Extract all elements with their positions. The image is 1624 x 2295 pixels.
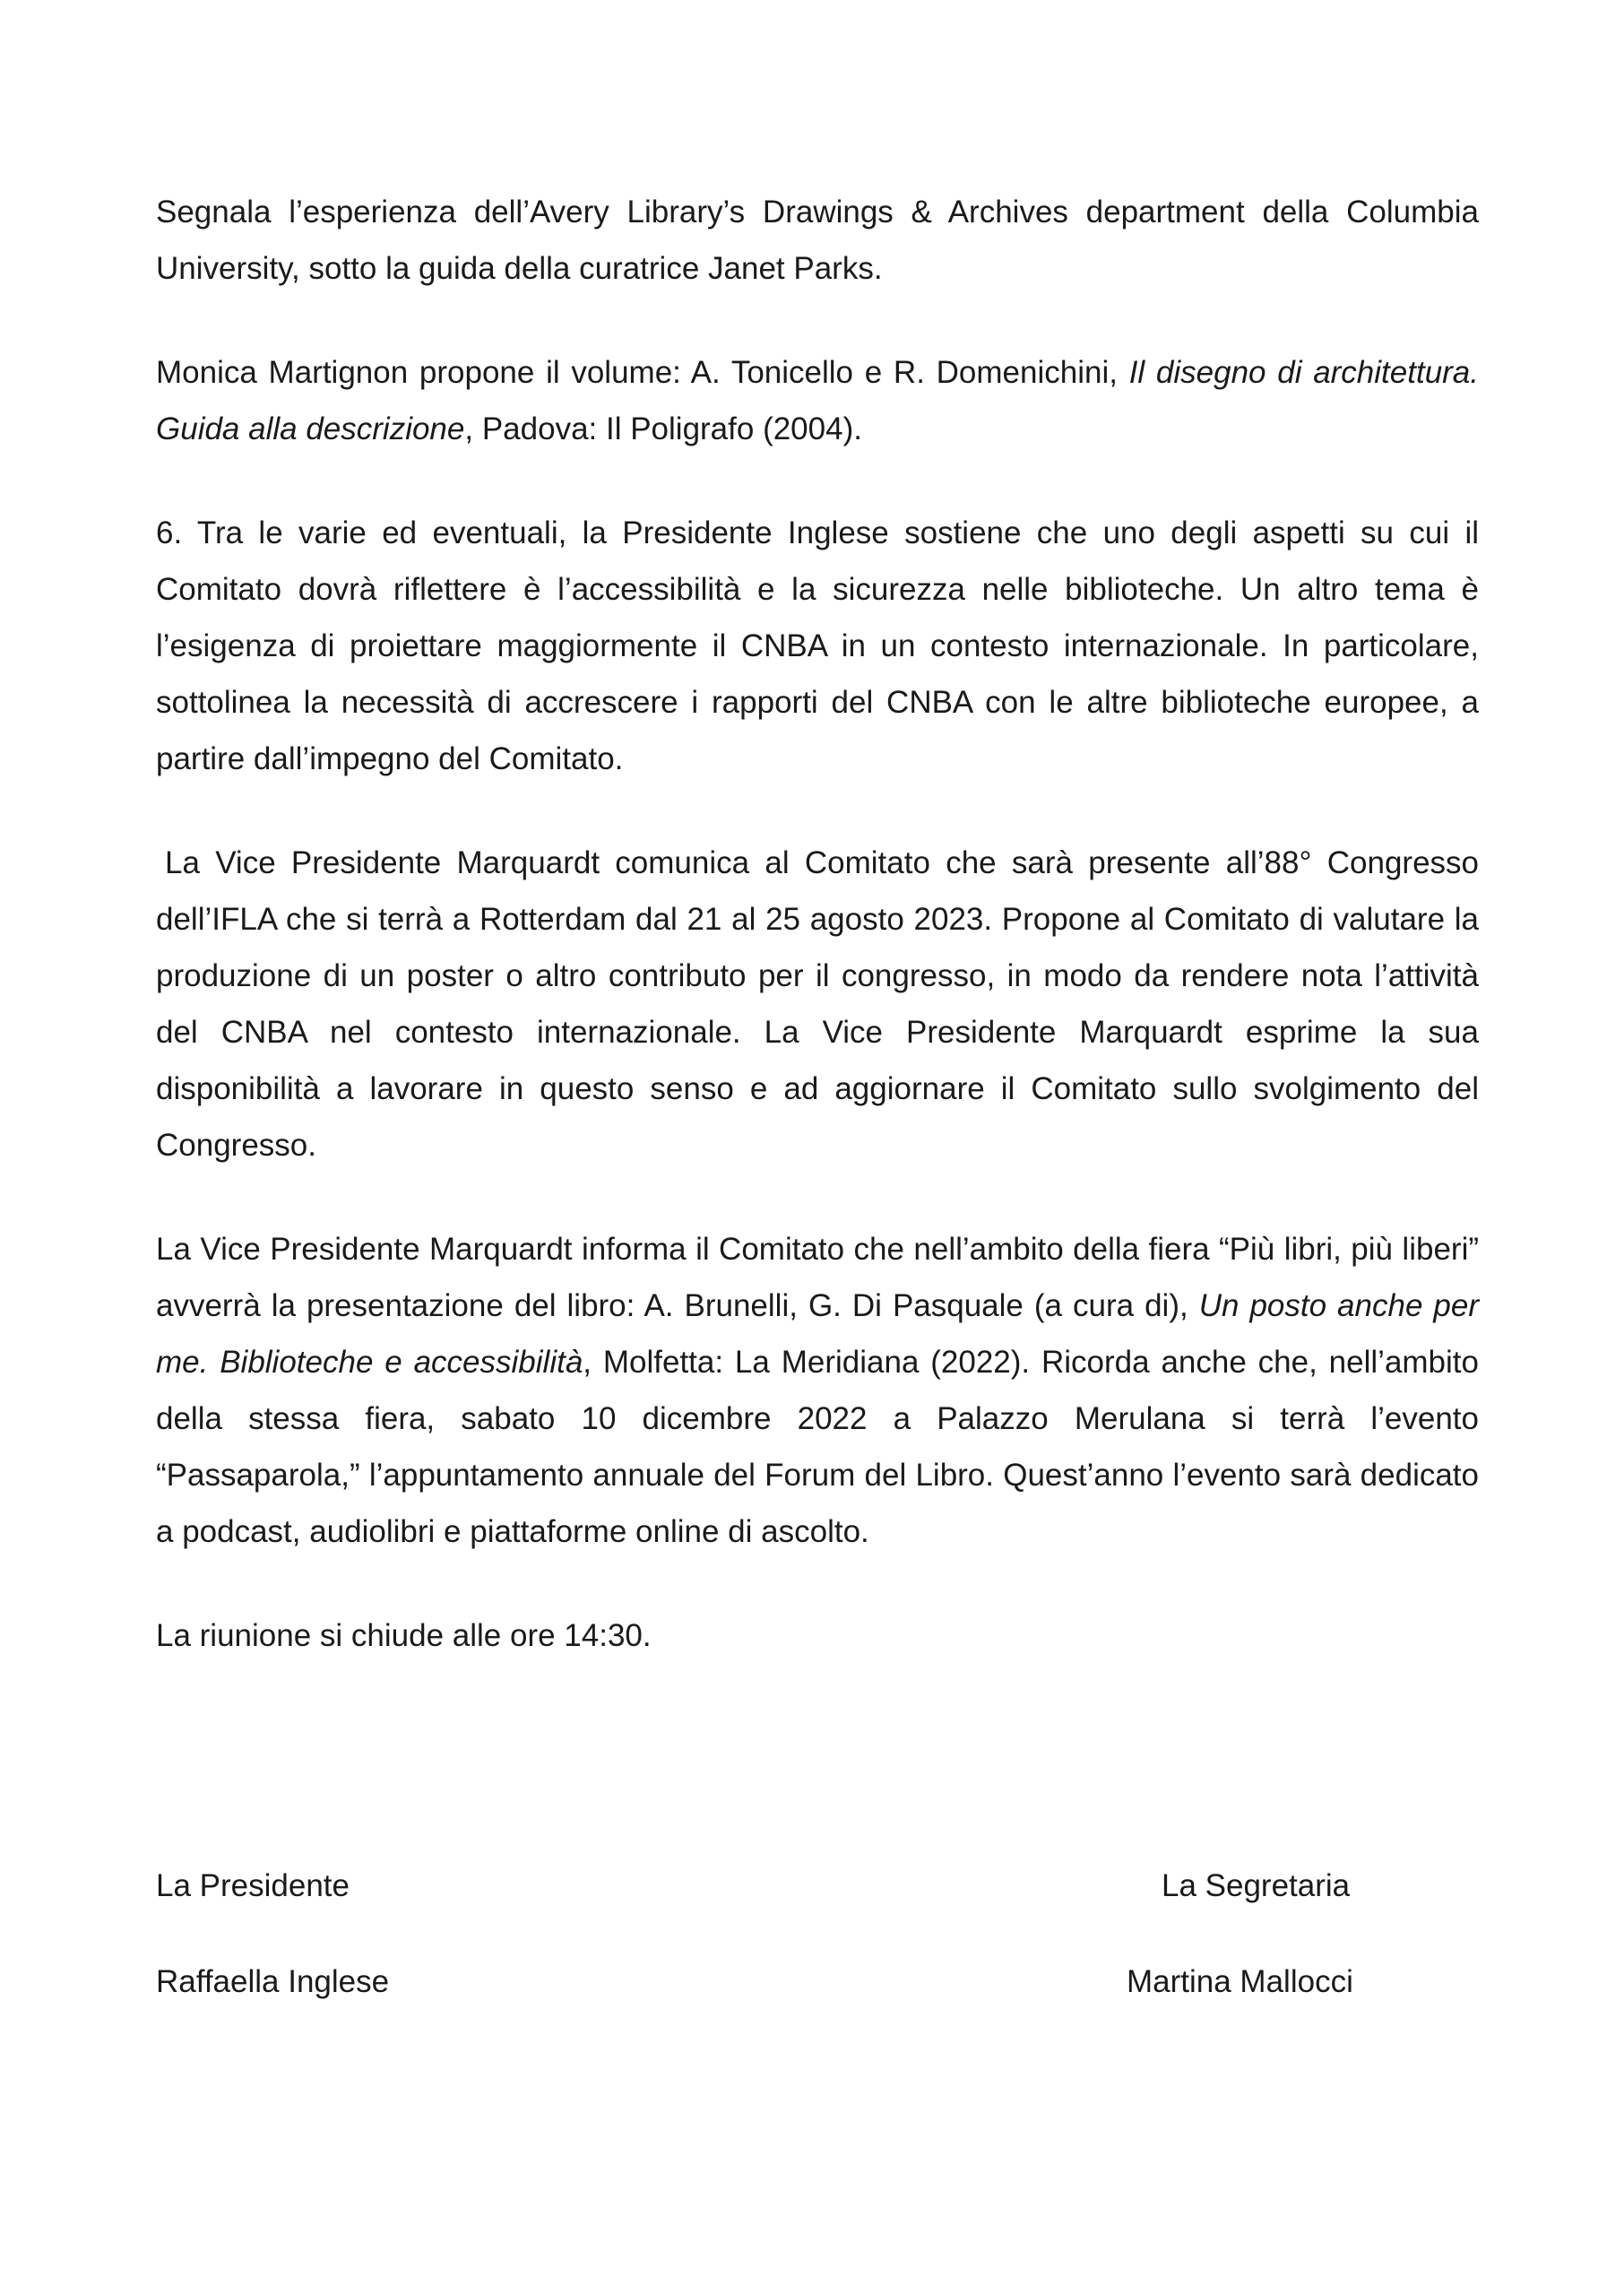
signature-segretaria-name: Martina Mallocci (1127, 1964, 1353, 1999)
paragraph-fiera-text-post: , Molfetta: La Meridiana (2022). Ricorda anche che, nell’ambito della stessa fiera, sabato 10 dicembre 2022 a Palazzo Merulana si terrà l’evento “Passaparola,” l’appuntamento annuale del Forum del Libro. Quest’anno l’evento sarà dedicato a podcast, audiolibri e piattaforme online di ascolto. (156, 1345, 1479, 1549)
paragraph-ifla-congresso: La Vice Presidente Marquardt comunica al Comitato che sarà presente all’88° Congresso dell’IFLA che si terrà a Rotterdam dal 21 al 25 agosto 2023. Propone al Comitato di valutare la produzione di un poster o altro contributo per il congresso, in modo da rendere nota l’attività del CNBA nel contesto internazionale. La Vice Presidente Marquardt esprime la sua disponibilità a lavorare in questo senso e ad aggiornare il Comitato sullo svolgimento del Congresso. (156, 845, 1479, 1163)
paragraph-chiusura: La riunione si chiude alle ore 14:30. (156, 1618, 652, 1653)
signature-presidente-name: Raffaella Inglese (156, 1964, 390, 1999)
document-body (156, 184, 1479, 1664)
paragraph-fiera-text-pre: La Vice Presidente Marquardt informa il Comitato che nell’ambito della fiera “Più libri, più liberi” avverrà la presentazione del libro: A. Brunelli, G. Di Pasquale (a cura di), (156, 1232, 1479, 1323)
paragraph-avery-library: Segnala l’esperienza dell’Avery Library’s Drawings & Archives department della Columbia University, sotto la guida della curatrice Janet Parks. (156, 195, 1479, 286)
paragraph-martignon-volume (156, 344, 1479, 457)
paragraph-piu-libri-fiera (156, 1221, 1479, 1560)
paragraph-martignon-text-post: , Padova: Il Poligrafo (2004). (464, 411, 862, 446)
book-title-disegno: Il disegno di architettura. Guida alla descrizione (156, 355, 1479, 446)
signature-presidente-role: La Presidente (156, 1868, 350, 1903)
signature-segretaria-role: La Segretaria (1162, 1868, 1351, 1903)
book-title-posto: Un posto anche per me. Biblioteche e accessibilità (156, 1288, 1479, 1380)
paragraph-varie-eventuali: 6. Tra le varie ed eventuali, la Presidente Inglese sostiene che uno degli aspetti su cui il Comitato dovrà riflettere è l’accessibilità e la sicurezza nelle biblioteche. Un altro tema è l’esigenza di proiettare maggiormente il CNBA in un contesto internazionale. In particolare, sottolinea la necessità di accrescere i rapporti del CNBA con le altre biblioteche europee, a partire dall’impegno del Comitato. (156, 515, 1479, 776)
paragraph-martignon-text-pre: Monica Martignon propone il volume: A. Tonicello e R. Domenichini, (156, 355, 1129, 390)
